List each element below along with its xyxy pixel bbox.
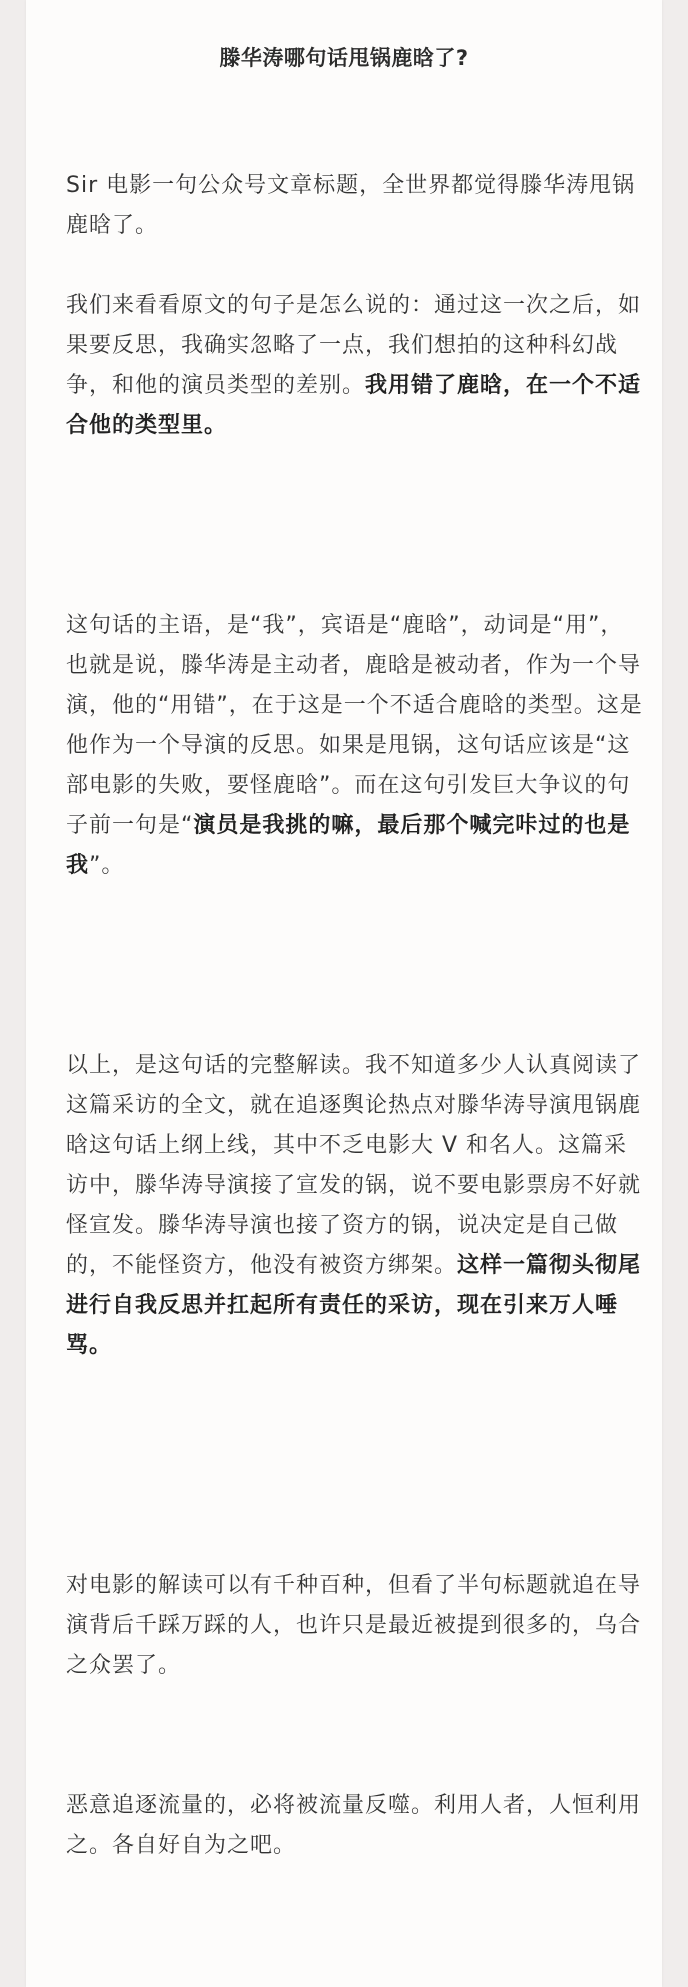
paragraph-quote-bold: 我用错了鹿晗，在一个不适合他的类型里。 <box>66 373 642 438</box>
article-title: 滕华涛哪句话甩锅鹿晗了? <box>219 46 469 70</box>
paragraph-quote <box>66 286 646 446</box>
paragraph-reading <box>66 1046 646 1366</box>
paragraph-analysis-text: 这句话的主语，是“我”，宾语是“鹿晗”，动词是“用”，也就是说，滕华涛是主动者，鹿晗是被动者，作为一个导演，他的“用错”，在于这是一个不适合鹿晗的类型。这是他作为一个导演的反思。如果是甩锅，这句话应该是“这部电影的失败，要怪鹿晗”。而在这句引发巨大争议的句子前一句是“ <box>66 613 643 838</box>
paragraph-crowd: 对电影的解读可以有千种百种，但看了半句标题就追在导演背后千踩万踩的人，也许只是最近被提到很多的，乌合之众罢了。 <box>66 1573 642 1678</box>
paragraph-quote-text: 我们来看看原文的句子是怎么说的：通过这一次之后，如果要反思，我确实忽略了一点，我们想拍的这种科幻战争，和他的演员类型的差别。 <box>66 293 642 398</box>
paragraph-closing: 恶意追逐流量的，必将被流量反噬。利用人者，人恒利用之。各自好自为之吧。 <box>66 1793 642 1858</box>
paragraph-reading-text: 以上，是这句话的完整解读。我不知道多少人认真阅读了这篇采访的全文，就在追逐舆论热点对滕华涛导演甩锅鹿晗这句话上纲上线，其中不乏电影大 V 和名人。这篇采访中，滕华涛导演接了宣发的锅，说不要电影票房不好就怪宣发。滕华涛导演也接了资方的锅，说决定是自己做的，不能怪资方，他没有被资方绑架。 <box>66 1053 642 1278</box>
paragraph-reading-bold: 这样一篇彻头彻尾进行自我反思并扛起所有责任的采访，现在引来万人唾骂。 <box>66 1253 642 1358</box>
paragraph-analysis-end: ”。 <box>89 853 125 878</box>
paragraph-intro: Sir 电影一句公众号文章标题，全世界都觉得滕华涛甩锅鹿晗了。 <box>66 173 636 238</box>
paragraph-analysis-bold: 演员是我挑的嘛，最后那个喊完咔过的也是我 <box>66 813 631 878</box>
paragraph-analysis <box>66 606 646 886</box>
